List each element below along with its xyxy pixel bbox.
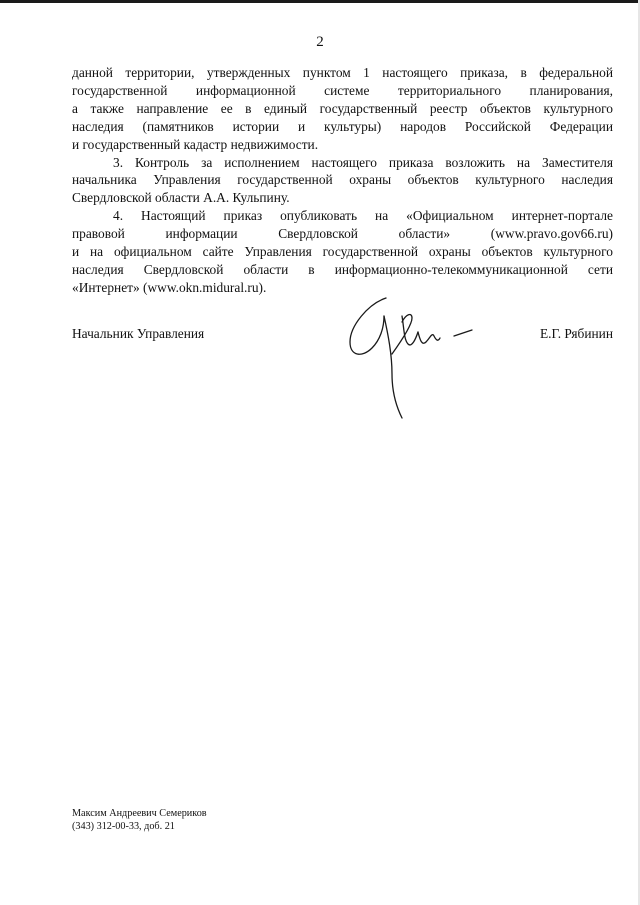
text-line: 4. Настоящий приказ опубликовать на «Официальном интернет-портале — [113, 208, 613, 224]
signature-block — [72, 326, 613, 436]
text-line: правовой информации Свердловской области» (www.pravo.gov66.ru) — [72, 226, 613, 242]
text-line: «Интернет» (www.okn.midural.ru). — [72, 279, 267, 295]
text-line: а также направление ее в единый государственный реестр объектов культурного — [72, 100, 613, 116]
text-line: Свердловской области А.А. Кульпину. — [72, 190, 290, 206]
signer-position: Начальник Управления — [72, 326, 205, 341]
text-line: и на официальном сайте Управления государственной охраны объектов культурного — [72, 244, 613, 260]
executor-phone: (343) 312-00-33, доб. 21 — [72, 821, 175, 832]
text-line: и государственный кадастр недвижимости. — [72, 136, 319, 152]
text-line: наследия (памятников истории и культуры) народов Российской Федерации — [72, 118, 613, 134]
paragraph-item-3 — [72, 154, 613, 208]
signer-name: Е.Г. Рябинин — [539, 326, 613, 341]
executor-contact — [72, 807, 207, 833]
paragraph-item-4 — [72, 207, 613, 297]
scan-edge-top — [0, 0, 640, 3]
handwritten-signature — [342, 294, 482, 424]
page-number: 2 — [316, 34, 324, 50]
paragraph-publication-continuation — [72, 64, 613, 154]
document-body — [72, 64, 613, 297]
text-line: 3. Контроль за исполнением настоящего приказа возложить на Заместителя — [113, 154, 613, 170]
text-line: наследия Свердловской области в информационно-телекоммуникационной сети — [72, 261, 613, 277]
text-line: данной территории, утвержденных пунктом 1 настоящего приказа, в федеральной — [72, 65, 613, 80]
text-line: начальника Управления государственной охраны объектов культурного наследия — [72, 172, 613, 188]
executor-name: Максим Андреевич Семериков — [72, 808, 207, 819]
text-line: государственной информационной системе территориального планирования, — [72, 82, 613, 98]
